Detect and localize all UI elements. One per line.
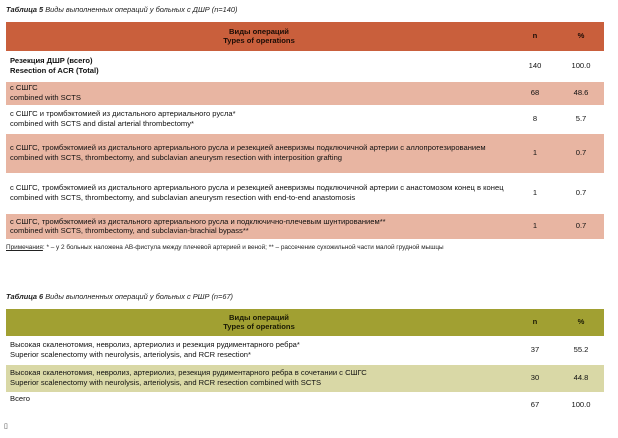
header-types-of-operations	[6, 22, 512, 51]
row-label-ru: с СШГС и тромбэктомией из дистального артериального русла*	[10, 109, 236, 119]
row-label	[6, 213, 512, 239]
table-5-note	[6, 244, 444, 251]
table-5-caption-title: Виды выполненных операций у больных с ДШР (n=140)	[43, 5, 238, 14]
row-label-en: Superior scalenectomy with neurolysis, arteriolysis, and RCR resection*	[10, 350, 251, 359]
row-percent: 44.8	[558, 364, 604, 392]
row-label-ru: Высокая скаленотомия, невролиз, артериолиз и резекция рудиментарного ребра*	[10, 340, 300, 350]
row-label	[6, 173, 512, 213]
row-n: 37	[512, 336, 558, 364]
table-6-caption	[6, 292, 233, 301]
row-label	[6, 364, 512, 392]
table-row	[6, 213, 604, 239]
row-label-en: Resection of ACR (Total)	[10, 66, 99, 75]
row-label-ru: с СШГС	[10, 83, 38, 93]
table-row	[6, 336, 604, 364]
table-row	[6, 392, 604, 418]
row-n: 1	[512, 213, 558, 239]
table-row	[6, 364, 604, 392]
row-label-en: Superior scalenectomy with neurolysis, arteriolysis, and RCR resection combined with SCTS	[10, 378, 322, 387]
table-row	[6, 51, 604, 81]
row-label-en: combined with SCTS, thrombectomy, and subclavian aneurysm resection with interposition grafting	[10, 153, 343, 162]
table-5-caption	[6, 5, 237, 14]
row-percent: 0.7	[558, 213, 604, 239]
row-label-en: combined with SCTS	[10, 93, 81, 102]
table-6-caption-title: Виды выполненных операций у больных с РШР (n=67)	[43, 292, 234, 301]
table-6-caption-number: Таблица 6	[6, 292, 44, 301]
header-types-en: Types of operations	[223, 36, 295, 46]
row-label-ru: Резекция ДШР (всего)	[10, 56, 93, 66]
row-n: 1	[512, 173, 558, 213]
header-n: n	[512, 309, 558, 336]
row-percent: 55.2	[558, 336, 604, 364]
row-label	[6, 133, 512, 173]
row-label-en: combined with SCTS, thrombectomy, and subclavian aneurysm resection with end-to-end anastomosis	[10, 193, 356, 202]
header-types-ru: Виды операций	[229, 312, 289, 322]
table-5	[6, 22, 604, 239]
row-n: 68	[512, 81, 558, 105]
header-percent: %	[558, 309, 604, 336]
note-label: Примечания	[6, 244, 43, 251]
row-percent: 0.7	[558, 173, 604, 213]
table-6	[6, 309, 604, 418]
table-5-caption-number: Таблица 5	[6, 5, 44, 14]
row-label-total: Всего	[10, 393, 30, 401]
table-row	[6, 105, 604, 133]
table-6-header-row	[6, 309, 604, 336]
row-n: 67	[530, 400, 540, 410]
row-label	[6, 81, 512, 105]
row-label	[6, 51, 512, 81]
table-5-header-row	[6, 22, 604, 51]
row-n: 140	[512, 51, 558, 81]
table-row	[6, 173, 604, 213]
row-label-ru: с СШГС, тромбэктомией из дистального артериального русла и резекцией аневризмы подключичной артерии с анастомозом конец в конец	[10, 183, 504, 193]
row-percent: 0.7	[558, 133, 604, 173]
header-percent: %	[558, 22, 604, 51]
row-label-ru: с СШГС, тромбэктомией из дистального артериального русла и подключично-плечевым шунтированием**	[10, 216, 386, 226]
row-percent: 100.0	[571, 400, 591, 410]
row-label	[6, 336, 512, 364]
row-percent: 100.0	[558, 51, 604, 81]
header-types-ru: Виды операций	[229, 26, 289, 36]
row-n: 1	[512, 133, 558, 173]
row-percent: 5.7	[558, 105, 604, 133]
row-label	[6, 105, 512, 133]
header-types-of-operations	[6, 309, 512, 336]
row-percent: 48.6	[558, 81, 604, 105]
row-n: 30	[512, 364, 558, 392]
row-n: 8	[512, 105, 558, 133]
header-types-en: Types of operations	[223, 322, 295, 332]
note-text: : * – у 2 больных наложена АВ-фистула между плечевой артерией и веной; ** – рассечение сухожильной части малой грудной мышцы	[42, 244, 444, 251]
row-label-ru: с СШГС, тромбэктомией из дистального артериального русла и резекцией аневризмы подключичной артерии с аллопротезированием	[10, 143, 486, 153]
row-label-en: combined with SCTS and distal arterial thrombectomy*	[10, 119, 195, 128]
page-marker: ▯	[4, 423, 8, 430]
row-label-en: combined with SCTS, thrombectomy, and subclavian-brachial bypass**	[10, 226, 249, 236]
header-n: n	[512, 22, 558, 51]
row-label-ru: Высокая скаленотомия, невролиз, артериолиз, резекция рудиментарного ребра в сочетании с СШГС	[10, 368, 367, 378]
table-row	[6, 81, 604, 105]
table-row	[6, 133, 604, 173]
row-label	[6, 392, 512, 418]
